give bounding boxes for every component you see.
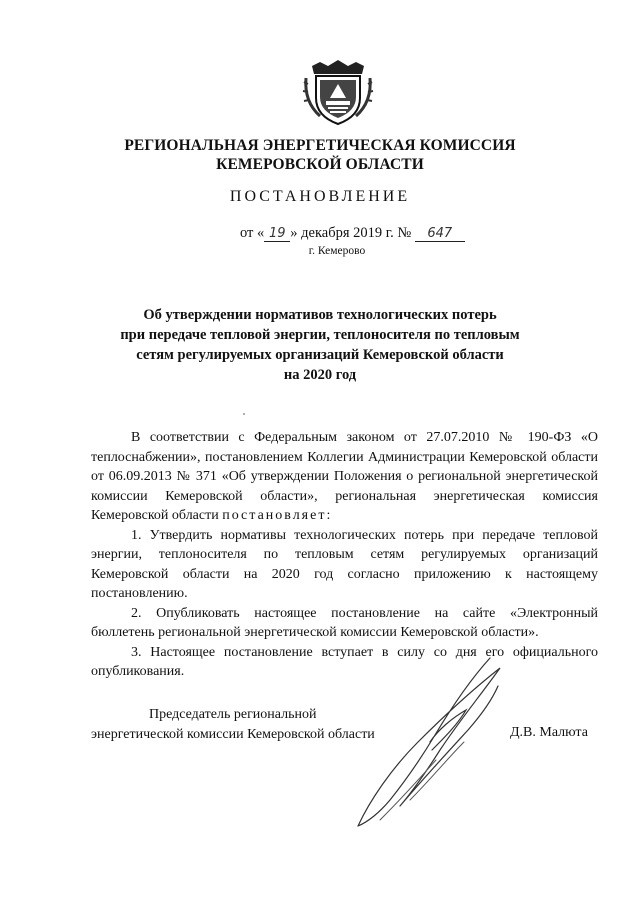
signer-position-line1: Председатель региональной [149,707,317,722]
resolution-item-2: 2. Опубликовать настоящее постановление на сайте «Электронный бюллетень региональной энергетической комиссии Кемеровской области». [91,605,598,640]
resolution-item-1: 1. Утвердить нормативы технологических потерь при передаче тепловой энергии, теплоносителя по тепловым сетям регулируемых организаций Кемеровской области на 2020 год согласно приложению к настоящему постановлению. [91,527,598,601]
date-day: 19 [264,226,290,242]
document-body [91,428,598,682]
date-line [240,225,465,242]
date-middle: » декабря 2019 г. № [290,225,412,241]
document-number: 647 [415,226,465,242]
document-type: ПОСТАНОВЛЕНИЕ [229,188,411,205]
signer-position [91,705,375,744]
coat-of-arms-icon [300,52,376,128]
resolves-word: постановляет: [222,508,333,523]
document-title [100,305,540,385]
preamble-paragraph [91,428,598,526]
organization-name-line2: КЕМЕРОВСКОЙ ОБЛАСТИ [216,156,424,173]
preamble-text: В соответствии с Федеральным законом от 27.07.2010 № 190-ФЗ «О теплоснабжении», постановлением Коллегии Администрации Кемеровской области от 06.09.2013 № 371 «Об утверждении Положения о региональной энергетической комиссии Кемеровской области», региональная энергетическая комиссия Кемеровской области [91,430,598,523]
title-line: Об утверждении нормативов технологических потерь [143,307,497,323]
handwritten-signature [340,650,520,830]
title-line: при передаче тепловой энергии, теплоносителя по тепловым [120,327,520,343]
scan-speck [243,413,245,415]
title-line: на 2020 год [283,367,357,383]
signer-name: Д.В. Малюта [510,725,588,740]
date-prefix: от « [240,225,265,241]
signer-position-line2: энергетической комиссии Кемеровской области [91,726,375,742]
city: г. Кемерово [308,245,366,257]
title-line: сетям регулируемых организаций Кемеровской области [136,347,504,363]
resolution-item-3: 3. Настоящее постановление вступает в силу со дня его официального опубликования. [91,644,598,679]
organization-name-line1: РЕГИОНАЛЬНАЯ ЭНЕРГЕТИЧЕСКАЯ КОМИССИЯ [124,137,516,154]
